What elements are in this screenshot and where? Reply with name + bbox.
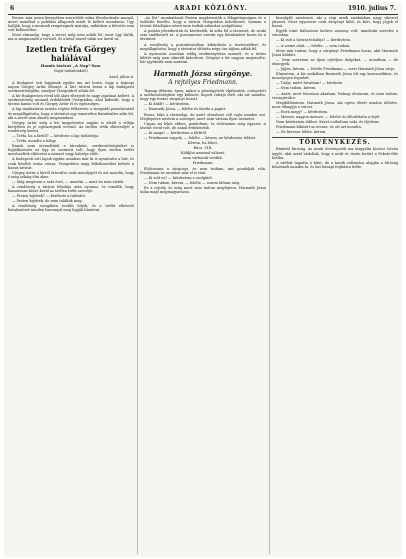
paragraph: — Harmath Józsa, — felelte és átadta a papirt. (144, 107, 227, 112)
paragraph: — Messze, nagyon messze, — felelte és elfordította a fejét. (276, 114, 381, 119)
paragraph: A budapesti esti lapok egyike azonban már ki is nyomtatta a hírt, és csak később vonta vissza. Visegrádon nagy felháborodást keltett a hamis távirat. (8, 157, 134, 170)
paragraph: — Tréfa, ha a hírtől? — kérdezte a lap tudósítója. (12, 133, 100, 138)
paragraph: A hír Budapesten rövid idő alatt elterjedt és nagy izgalmat keltett. A szerkesztőség azonnal érdeklődött Visegrádon, ahol kiderült, hogy a távirat hamis volt és Görgey Artúr él és egészséges. (8, 94, 134, 107)
article-headline: Izetlen tréfa Görgey halálával (26, 43, 116, 63)
paragraph: — Hová megy? — kérdeztem. (276, 109, 329, 114)
column-1 (8, 16, 134, 554)
paragraph: A rendőrség a távirat feladója után nyomoz, és remélik, hogy hamarosan kézre kerül az ízetlen tréfa szerzője. (8, 185, 134, 194)
paragraph: A Budapest esti lapjainak egyike ma azt hozta, hogy a tegnapi napon Görgey Artúr elhunyt. A hírt távirat hozta a lap budapesti szerkesztőségébe, amelyet Visegrádról adtak fel. (8, 80, 134, 94)
paragraph: — Ne keresse többé, kérem. (276, 130, 327, 135)
paragraph: „Az Est" munkatársát Pesten megkeresték a főkapitányságon és a tudósító közölte, hogy a távirat Visegrádon keletkezett, honnan a távirat feladójára nézve nem tudtak adatokat szolgáltatni. (140, 16, 266, 29)
paragraph: — Pesten kijöttek, de nem találták meg. (12, 199, 83, 204)
paragraph: — Nem tudom, kérem, — felelte — sosem láttam még. (144, 180, 241, 185)
telegram-line: Friedmann. (192, 161, 214, 166)
paragraph: — Azért, mert búcsúzni akartam. Holnap elutazom, és nem tudom, visszajövök-e. (272, 91, 398, 100)
paragraph: kiszolgált szinésznő, aki a régi aradi színházban nagy sikerrel játszott. Most egyszerre csak sürgönyt küld, és kéri, hogy jöjjek el hozzá. (272, 16, 398, 29)
paragraph: Elmentem. A kis szobában Harmath Józsa ült egy karosszékben, és mosolyogva fogadott. (272, 72, 398, 81)
paragraph: Ez a rejtély, és még most sem tudom megfejteni. Harmath Józsa talán majd megmagyarázza. (140, 185, 266, 194)
paragraph: Ugyan mi lehet ebben, gondoltam, és elolvastam még egyszer. A távirat rövid volt, de annál érdekesebb. (140, 121, 266, 130)
issue-date: 1910. julius 7. (347, 5, 396, 12)
paragraph: A vádlott tagadta a bűnt, de a tanúk vallomása alapján a bíróság bűnösnek mondta ki, és hat hónapi fogházra ítélte. (272, 160, 398, 169)
paragraph: — Friedmann vagyok, — felelte — kérem, ne kérdezzen többet. (144, 135, 257, 140)
column-3 (272, 16, 398, 554)
page-header (4, 2, 402, 14)
paragraph: A lap munkatársa ezután rögtön felkereste a visegrádi postahivatalt és megállapította, hogy a táviratot egy ismeretlen fiatalember adta fel, aki a nevét nem akarta megmondani. (8, 107, 134, 120)
paragraph: — Tudja, miért hivattam? — kérdezte. (276, 81, 344, 86)
paragraph: Most elmondja, hogy a tervet még nem adták fel, mert úgy hírlik, ma is megmaradt a tervnél, és a késő ősszel talán sor kerül rá. (8, 33, 134, 42)
telegram-line: nem várhatok tovább. (183, 156, 223, 161)
newspaper-page (4, 2, 402, 557)
paragraph: — Nem tudom, kérem. (276, 86, 317, 91)
paragraph: — Ki küldi? — kérdeztem. (144, 102, 190, 107)
column-divider (137, 16, 138, 554)
paragraph: — Ki volt a távirat feladója? — kérdeztem. (276, 38, 351, 43)
telegram-line: Bács. VIII. (193, 146, 213, 151)
newspaper-title: ARADI KÖZLÖNY. (174, 5, 248, 12)
article-source-note: (Saját tudósítónktól.) (53, 68, 89, 73)
paragraph: — Még megérem a száz évet, — mondta — mert én nem sietek. (12, 179, 125, 184)
paragraph: — A szeme alatt, — felelte, — nem tudom. (276, 43, 351, 48)
article-dateline: Arad, július 6. (109, 74, 134, 79)
column-2 (140, 16, 266, 554)
paragraph: Nem kérdeztem többet. Kezet csókoltam neki, és eljöttem. (276, 120, 380, 125)
paragraph: Friedmann kikísért az utcára, és ott azt mondta: (276, 125, 362, 130)
paragraph: Most már tudom, hogy a sürgönyt Friedmann hozta, akit Harmath Józsa küldött. (272, 48, 398, 57)
feature-subtitle: A rejtélyes Friedmann. (168, 79, 238, 87)
paragraph: A rendőrség vizsgálata tovább folyik, és a tréfát elkövető fiatalembert minden bizonnyal meg fogják büntetni. (8, 204, 134, 213)
article-subheadline: Hamis távirat „A Nap"-hoz. (40, 62, 102, 68)
paragraph: A nyomozás azonban eddig eredménytelen maradt, és a tettes kilétét még nem sikerült kideríteni. Görgeyt a hír nagyon megviselte, bár igyekszik nem mutatni. (140, 51, 266, 64)
feature-title: Harmath Józsa sürgönye. (153, 69, 253, 79)
paragraph: — Jöjjön, kérem, — felelte Friedmann — mert Harmath Józsa várja. (276, 67, 396, 72)
paragraph: Rossz, fakó a táviratlap, de azért olvasható volt rajta minden szó. Meglepetve néztem a szöveget, mert nem vártam ilyen üzenetet. (140, 112, 266, 121)
paragraph: Büntető bíróság. Az aradi törvényszék ma tárgyalta Kovács István ügyét, akit azzal vádoltak, hogy a múlt év őszén betört a Fekete-féle boltba. (272, 147, 398, 160)
telegram-line: Küldjön azonnal választ, (180, 151, 226, 156)
page-number: 6 (10, 5, 15, 12)
column-divider (269, 16, 270, 554)
header-rule (8, 14, 398, 15)
paragraph: Ferenc már jozica közepében szerződött volna Wiesbadenbe mozzal, mivel mondhat a politikai állapotok miatt le kellett mondania. Úgy hallják, hogy a mozinak rengetegnek mutatja, miközben a felvetés sem volt kellemetlen. (8, 16, 134, 33)
paragraph: Egyéb iránt különösen kedves asszony volt, mindenki szerette a városban. (272, 29, 398, 38)
paragraph: — Nem szeretem az ilyen rejtélyes dolgokat, — mondtam — de elmegyek. (272, 57, 398, 66)
paragraph: A rendőrség a postahivatalban kikérdezte a tisztviselőket, és megállapította, hogy a táviratot délután négy óra tájban adták fel. (140, 42, 266, 51)
paragraph: Megdöbbentem. Harmath Józsa, aki egész életét Aradon töltötte, most elhagyja a várost. (272, 100, 398, 109)
paragraph: Görgey Artúr a hírről értesülve csak mosolygott és azt mondta, hogy ő még sokáig élni akar. (8, 170, 134, 179)
paragraph: Görgey Artúr még a hír megjelenése napján is sétált a villája kertjében és jó egészségnek örvend. Az ízetlen tréfa elkövetőjét a rendőrség keresi. (8, 120, 134, 133)
paragraph: Elolvastam a sürgönyt, és nem tudtam, mit gondoljak róla. Friedmann úr azonban már el is tűnt. (140, 166, 266, 175)
telegram-line: Kérem, ha lehet, (187, 141, 219, 146)
paragraph: — Tréfa, mondta a hölgy. (12, 139, 57, 144)
paragraph: — Ki maga? — kérdeztem a férfitől. (144, 130, 208, 135)
paragraph: A postán jelentkeztek és kérdezték, ki adta fel a táviratot, de senki sem emlékezett rá. A postamester szerint egy fiatalember hozta be a táviratot. (140, 29, 266, 42)
paragraph: Ennek nem örvendtünk e tárcaként, szerkesztőségünket is foglalkoztatta az ügy és szomorú volt, hogy ilyen ízetlen tréfát merészeltek elkövetni a nemzet nagy halottja előtt. (8, 144, 134, 157)
paragraph: Tegnap délután, épen, mikor a pénzügyőrök elpihentek, csöngetett a szerkesztőségben egy különös, kopott ruhájú férfi, aki azt mondta, hogy egy fontos sürgönyt hozott. (140, 89, 266, 102)
paragraph: — Pesten kijöttek? — kérdezte a tudósító. (12, 194, 86, 199)
paragraph: — Ki volt ez? — kérdeztem a szolgától. (144, 175, 213, 180)
section-title: TÖRVÉNYKEZÉS. (299, 139, 371, 147)
